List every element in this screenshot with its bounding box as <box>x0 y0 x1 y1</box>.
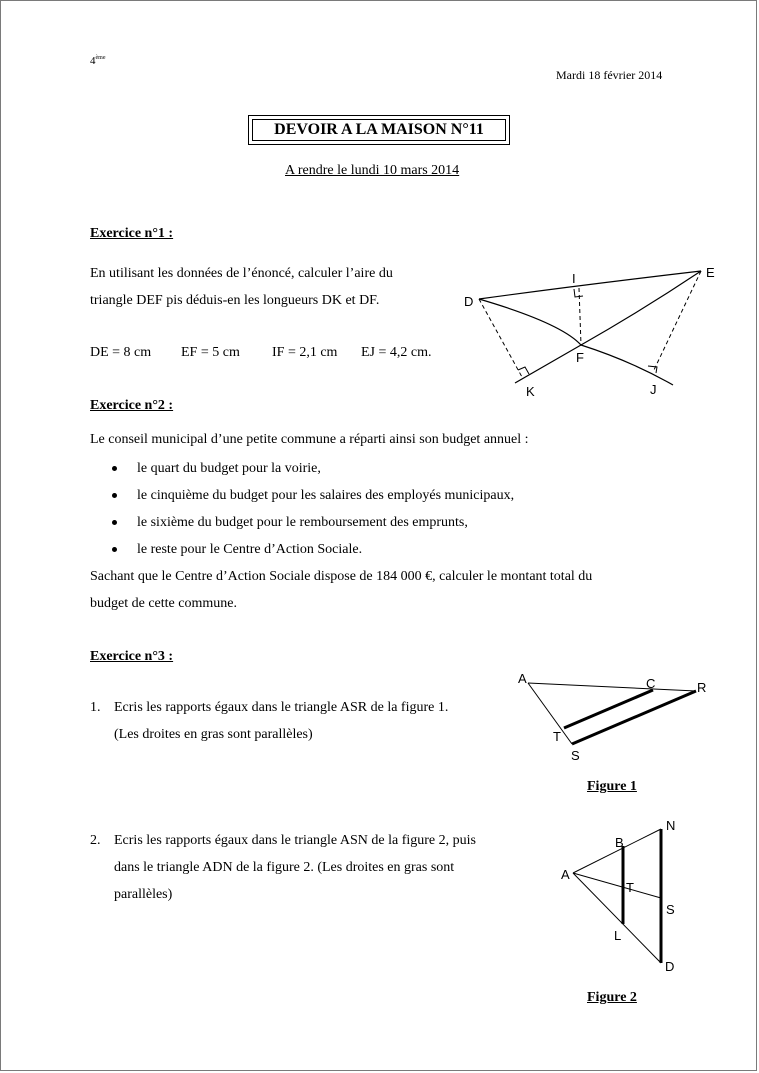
list-item-text: le sixième du budget pour le remboursement des emprunts, <box>137 515 468 530</box>
exercise2-intro: Le conseil municipal d’une petite commune a réparti ainsi son budget annuel : <box>90 432 529 447</box>
grade-level <box>90 55 106 67</box>
label-i: I <box>572 271 576 286</box>
label-j: J <box>650 382 657 397</box>
line-ekf <box>515 271 701 383</box>
segment-de <box>479 271 701 299</box>
exercise2-heading: Exercice n°2 : <box>90 398 174 413</box>
segment-tc-bold <box>564 690 653 728</box>
question1-line1: Ecris les rapports égaux dans le triangle ASR de la figure 1. <box>114 700 449 715</box>
label-s: S <box>666 902 675 917</box>
document-title: DEVOIR A LA MAISON N°11 <box>252 119 506 141</box>
segment-ar <box>528 683 696 691</box>
question2-line3: parallèles) <box>114 887 173 902</box>
grade-number: 4 <box>90 55 96 67</box>
bullet-icon <box>112 547 117 552</box>
figure2-caption: Figure 2 <box>587 990 637 1005</box>
label-b: B <box>615 835 624 850</box>
bullet-icon <box>112 466 117 471</box>
bullet-icon <box>112 493 117 498</box>
label-t: T <box>553 729 561 744</box>
line-djf <box>479 299 673 385</box>
list-item-text: le cinquième du budget pour les salaires des employés municipaux, <box>137 488 515 503</box>
exercise1-line1: En utilisant les données de l’énoncé, calculer l’aire du <box>90 266 393 281</box>
question2-number: 2. <box>90 833 101 848</box>
question1-number: 1. <box>90 700 101 715</box>
figure-1 <box>506 666 721 766</box>
exercise1-value-de: DE = 8 cm <box>90 345 152 360</box>
grade-suffix: ème <box>95 55 106 61</box>
label-r: R <box>697 680 707 695</box>
title-box <box>248 115 510 145</box>
list-item-text: le quart du budget pour la voirie, <box>137 461 321 476</box>
label-a: A <box>518 671 527 686</box>
label-d: D <box>464 294 474 309</box>
label-l: L <box>614 928 622 943</box>
segment-as <box>573 873 661 898</box>
exercise1-line2: triangle DEF pis déduis-en les longueurs DK et DF. <box>90 293 380 308</box>
question1-line2: (Les droites en gras sont parallèles) <box>114 727 313 742</box>
bullet-icon <box>112 520 117 525</box>
segment-as <box>528 683 572 744</box>
due-date: A rendre le lundi 10 mars 2014 <box>285 163 460 178</box>
exercise1-value-ef: EF = 5 cm <box>181 345 240 360</box>
figure-triangle-def <box>456 256 731 406</box>
label-a: A <box>561 867 570 882</box>
right-angle-i <box>574 289 583 297</box>
list-item-text: le reste pour le Centre d’Action Sociale. <box>137 542 363 557</box>
segment-ad <box>573 873 661 963</box>
label-c: C <box>646 676 656 691</box>
label-k: K <box>526 384 535 399</box>
label-n: N <box>666 818 676 833</box>
exercise1-heading: Exercice n°1 : <box>90 226 174 241</box>
date: Mardi 18 février 2014 <box>556 68 663 82</box>
figure-2 <box>556 813 686 983</box>
exercise1-value-if: IF = 2,1 cm <box>272 345 338 360</box>
question2-line1: Ecris les rapports égaux dans le triangle ASN de la figure 2, puis <box>114 833 476 848</box>
exercise1-value-ej: EJ = 4,2 cm. <box>361 345 432 360</box>
label-t: T <box>626 880 634 895</box>
exercise2-conclusion-line2: budget de cette commune. <box>90 596 237 611</box>
label-f: F <box>576 350 584 365</box>
exercise3-heading: Exercice n°3 : <box>90 649 174 664</box>
figure1-caption: Figure 1 <box>587 779 637 794</box>
exercise2-conclusion-line1: Sachant que le Centre d’Action Sociale dispose de 184 000 €, calculer le montant total du <box>90 569 593 584</box>
label-e: E <box>706 265 715 280</box>
label-s: S <box>571 748 580 763</box>
question2-line2: dans le triangle ADN de la figure 2. (Les droites en gras sont <box>114 860 455 875</box>
label-d: D <box>665 959 675 974</box>
